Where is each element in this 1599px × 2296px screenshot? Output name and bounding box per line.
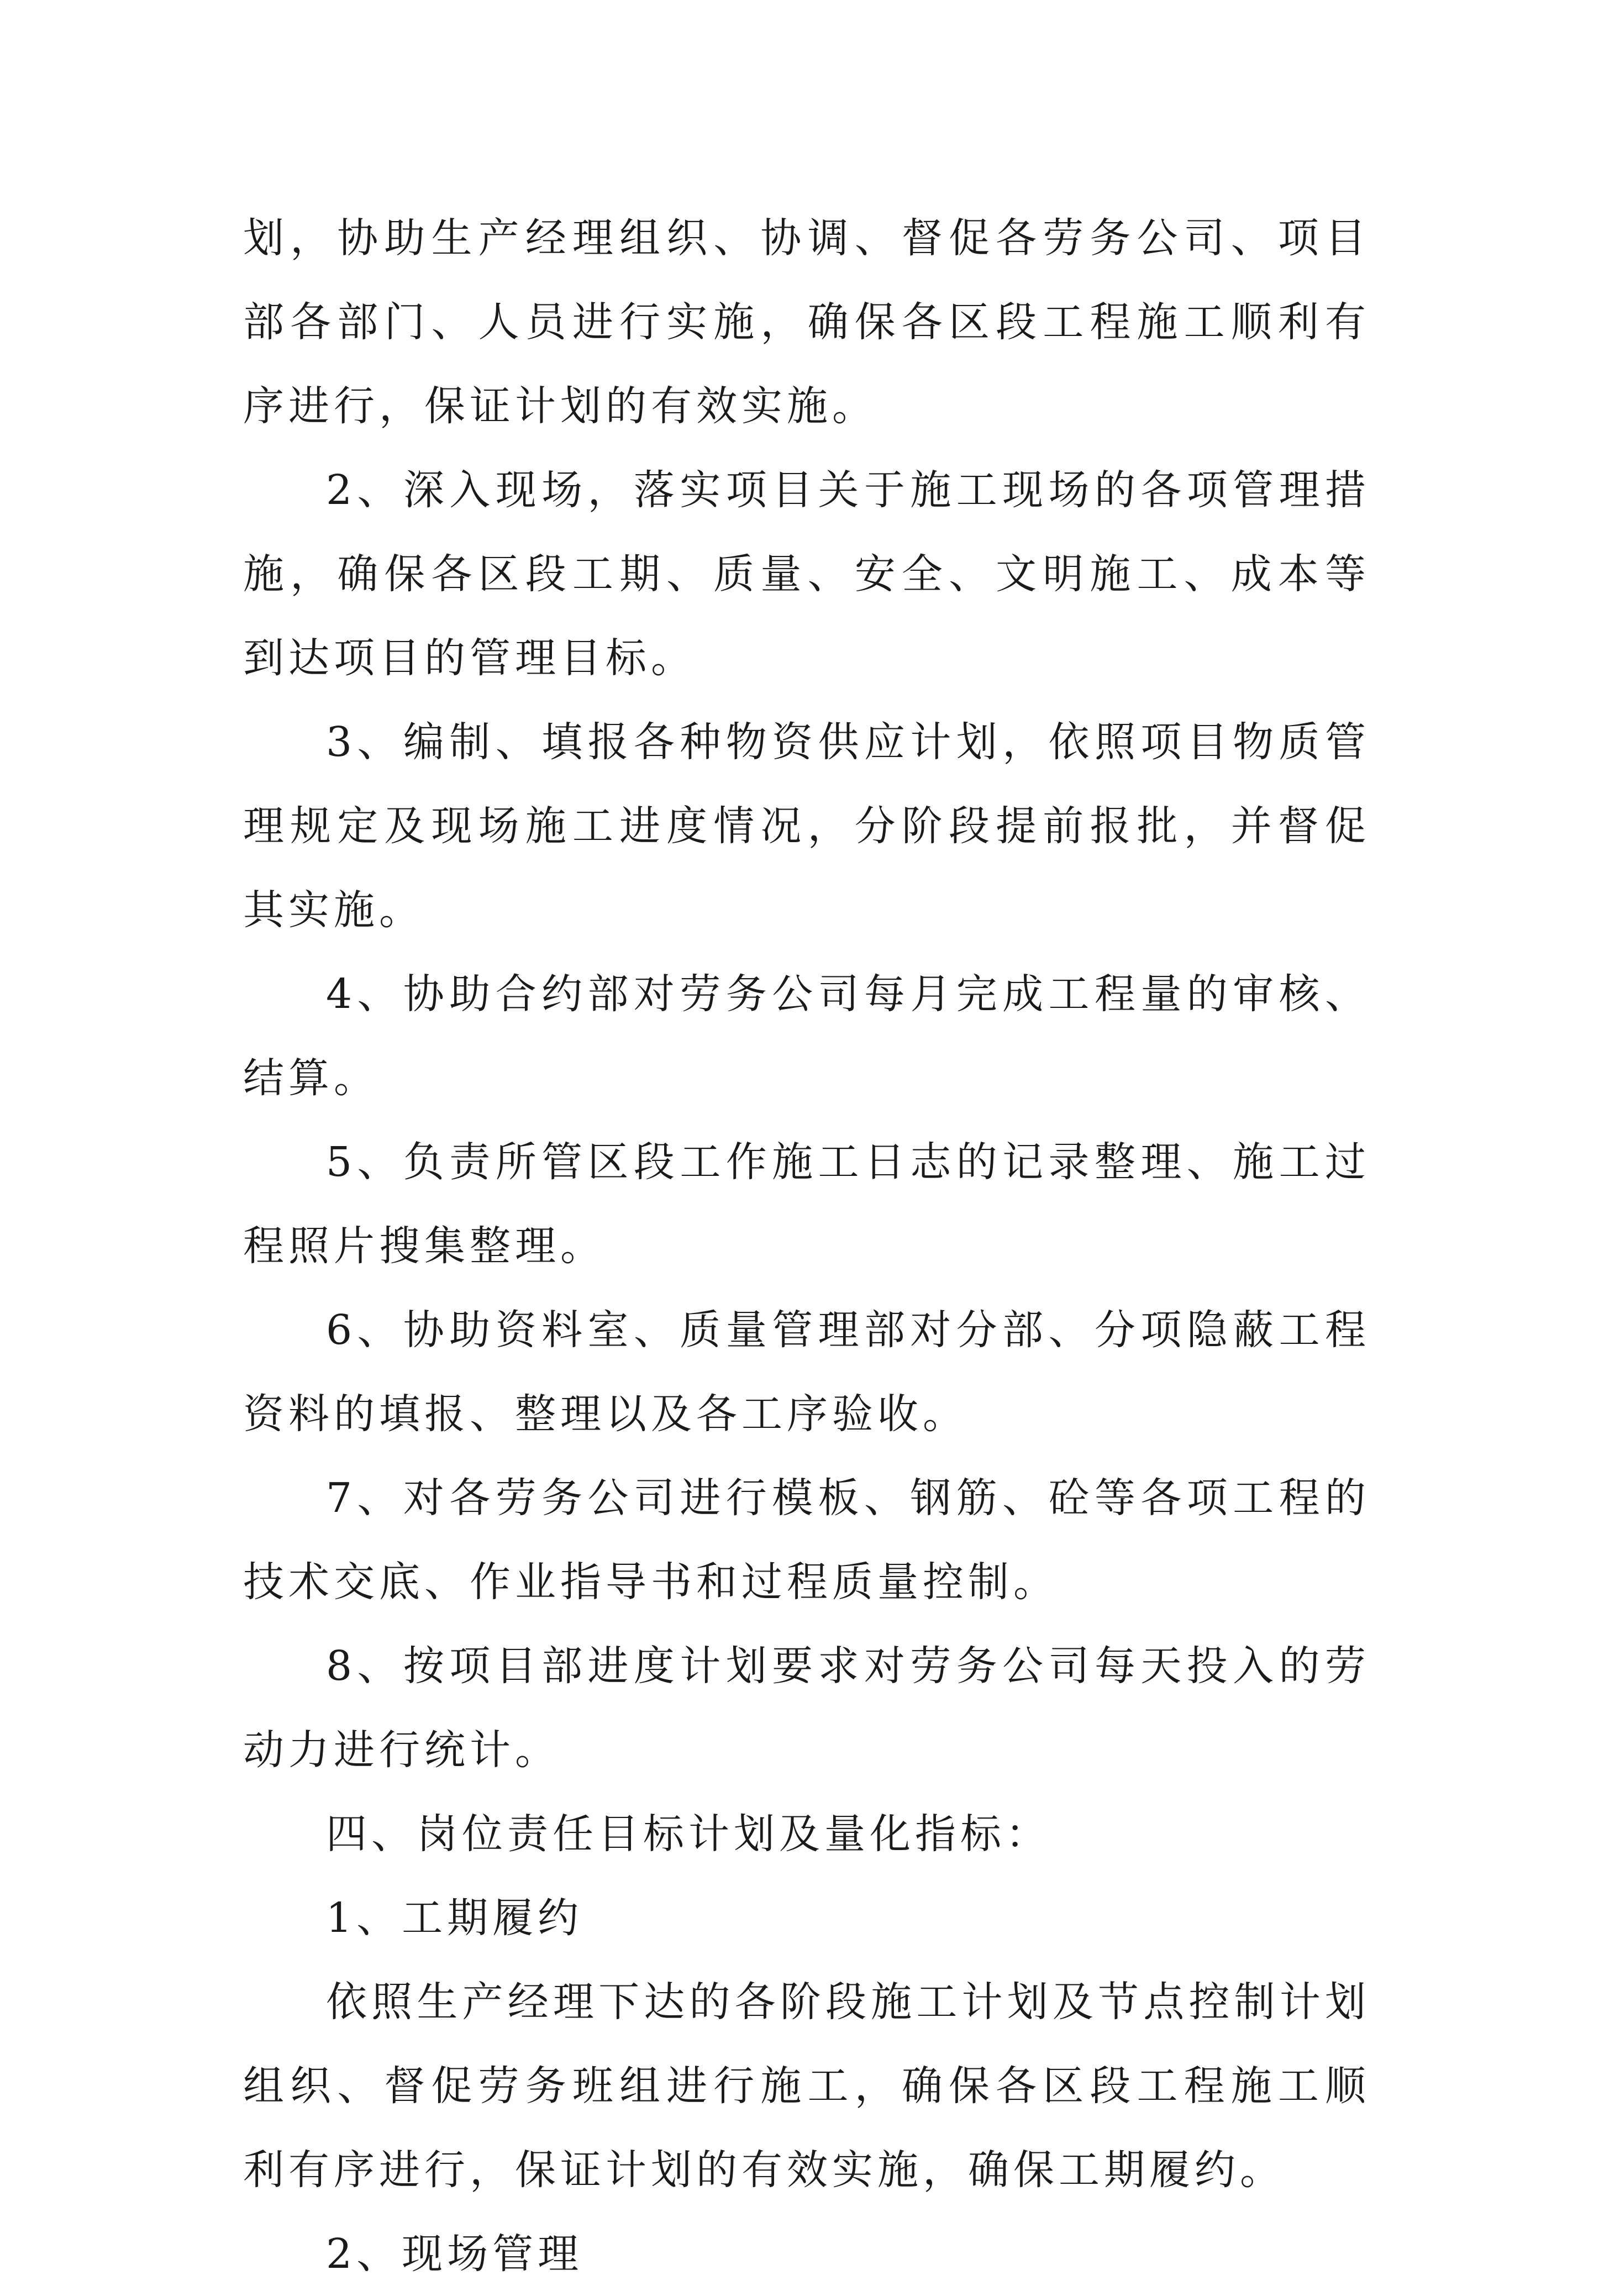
paragraph-item-6: 6、协助资料室、质量管理部对分部、分项隐蔽工程资料的填报、整理以及各工序验收。 (243, 1306, 1370, 1438)
paragraph-item-4: 4、协助合约部对劳务公司每月完成工程量的审核、结算。 (243, 970, 1370, 1102)
paragraph-schedule-body: 依照生产经理下达的各阶段施工计划及节点控制计划组织、督促劳务班组进行施工，确保各区段工程施工顺利有序进行，保证计划的有效实施，确保工期履约。 (243, 1978, 1370, 2194)
paragraph-item-7: 7、对各劳务公司进行模板、钢筋、砼等各项工程的技术交底、作业指导书和过程质量控制。 (243, 1474, 1370, 1606)
paragraph-item-3: 3、编制、填报各种物资供应计划，依照项目物质管理规定及现场施工进度情况，分阶段提前报批，并督促其实施。 (243, 718, 1370, 934)
paragraph-item-2: 2、深入现场，落实项目关于施工现场的各项管理措施，确保各区段工期、质量、安全、文明施工、成本等到达项目的管理目标。 (243, 466, 1370, 682)
paragraph-continuation: 划，协助生产经理组织、协调、督促各劳务公司、项目部各部门、人员进行实施，确保各区段工程施工顺利有序进行，保证计划的有效实施。 (243, 214, 1370, 430)
subheading-site-management: 2、现场管理 (326, 2230, 583, 2278)
document-body (243, 196, 1370, 2296)
section-heading-4: 四、岗位责任目标计划及量化指标： (326, 1810, 1051, 1858)
subheading-schedule: 1、工期履约 (326, 1894, 583, 1942)
paragraph-item-5: 5、负责所管区段工作施工日志的记录整理、施工过程照片搜集整理。 (243, 1138, 1370, 1270)
paragraph-item-8: 8、按项目部进度计划要求对劳务公司每天投入的劳动力进行统计。 (243, 1642, 1370, 1774)
